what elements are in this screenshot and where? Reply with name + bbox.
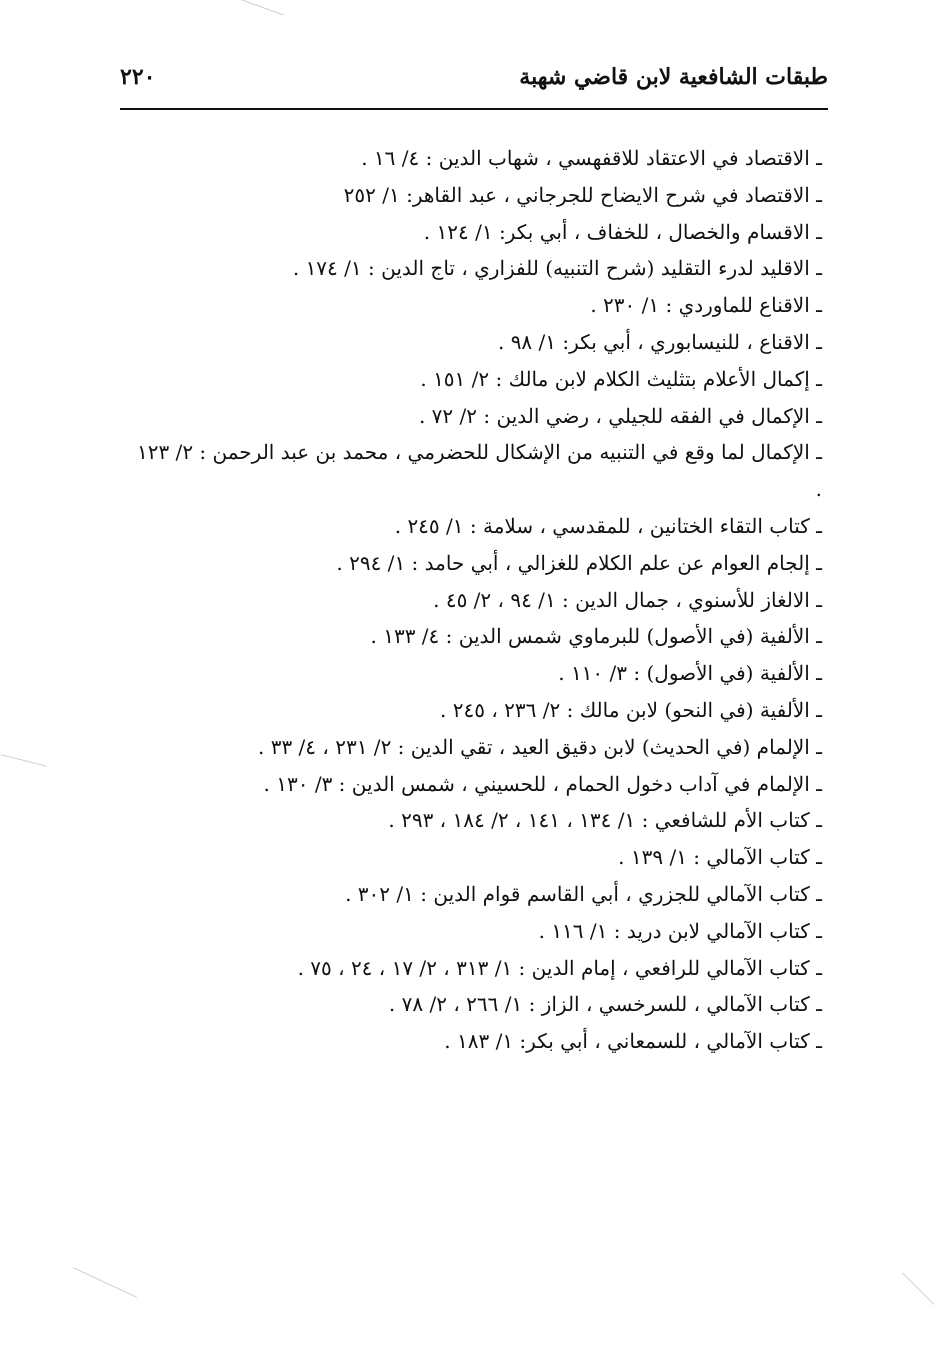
index-entry-list — [132, 140, 822, 1060]
index-entry: ـ الاقليد لدرء التقليد (شرح التنبيه) للفزاري ، تاج الدين : ١/ ١٧٤ . — [292, 256, 822, 281]
index-entry: ـ الاقناع ، للنيسابوري ، أبي بكر: ١/ ٩٨ . — [497, 329, 822, 354]
index-entry: ـ الالغاز للأسنوي ، جمال الدين : ١/ ٩٤ ، ٢/ ٤٥ . — [433, 587, 822, 612]
scan-scratch-mark — [73, 1267, 137, 1297]
index-entry: ـ الاقسام والخصال ، للخفاف ، أبي بكر: ١/ ١٢٤ . — [423, 219, 822, 244]
index-entry: ـ الإلمام في آداب دخول الحمام ، للحسيني ، شمس الدين : ٣/ ١٣٠ . — [263, 771, 822, 796]
index-entry: ـ كتاب الآمالي : ١/ ١٣٩ . — [618, 845, 822, 870]
header-rule — [120, 108, 828, 110]
index-entry: ـ الألفية (في الأصول) : ٣/ ١١٠ . — [558, 661, 822, 686]
index-entry: ـ الإكمال في الفقه للجيلي ، رضي الدين : ٢/ ٧٢ . — [418, 403, 822, 428]
index-entry: ـ الاقتصاد في الاعتقاد للاقفهسي ، شهاب الدين : ٤/ ١٦ . — [361, 146, 822, 170]
index-entry: ـ كتاب التقاء الختانين ، للمقدسي ، سلامة : ١/ ٢٤٥ . — [394, 513, 822, 538]
index-entry: ـ إكمال الأعلام بتثليث الكلام لابن مالك : ٢/ ١٥١ . — [420, 366, 822, 391]
index-entry: ـ الاقتصاد في شرح الايضاح للجرجاني ، عبد القاهر: ١/ ٢٥٢ — [343, 182, 822, 207]
scan-scratch-mark — [236, 0, 283, 16]
index-entry: ـ كتاب الأم للشافعي : ١/ ١٣٤ ، ١٤١ ، ٢/ ١٨٤ ، ٢٩٣ . — [388, 808, 822, 833]
index-entry: ـ الإلمام (في الحديث) لابن دقيق العيد ، تقي الدين : ٢/ ٢٣١ ، ٤/ ٣٣ . — [257, 734, 822, 759]
index-entry: ـ الإكمال لما وقع في التنبيه من الإشكال للحضرمي ، محمد بن عبد الرحمن : ٢/ ١٢٣ . — [136, 440, 822, 502]
page-header — [120, 58, 828, 102]
index-entry: ـ الألفية (في النحو) لابن مالك : ٢/ ٢٣٦ ، ٢٤٥ . — [440, 697, 822, 722]
scan-scratch-mark — [902, 1272, 934, 1308]
page-number: ٢٢٠ — [120, 64, 156, 90]
scan-scratch-mark — [1, 754, 48, 767]
index-entry: ـ كتاب الآمالي ، للسرخسي ، الزاز : ١/ ٢٦٦ ، ٢/ ٧٨ . — [388, 992, 822, 1017]
index-entry: ـ كتاب الآمالي للجزري ، أبي القاسم قوام الدين : ١/ ٣٠٢ . — [345, 881, 822, 906]
index-entry: ـ كتاب الآمالي للرافعي ، إمام الدين : ١/ ٣١٣ ، ٢/ ١٧ ، ٢٤ ، ٧٥ . — [297, 955, 822, 980]
index-entry: ـ كتاب الآمالي لابن دريد : ١/ ١١٦ . — [538, 918, 822, 943]
index-entry: ـ كتاب الآمالي ، للسمعاني ، أبي بكر: ١/ ١٨٣ . — [444, 1029, 822, 1054]
index-entry: ـ الاقناع للماوردي : ١/ ٢٣٠ . — [590, 293, 822, 318]
index-entry: ـ الألفية (في الأصول) للبرماوي شمس الدين : ٤/ ١٣٣ . — [370, 624, 822, 649]
running-title: طبقات الشافعية لابن قاضي شهبة — [519, 64, 828, 90]
index-entry: ـ إلجام العوام عن علم الكلام للغزالي ، أبي حامد : ١/ ٢٩٤ . — [336, 550, 822, 575]
